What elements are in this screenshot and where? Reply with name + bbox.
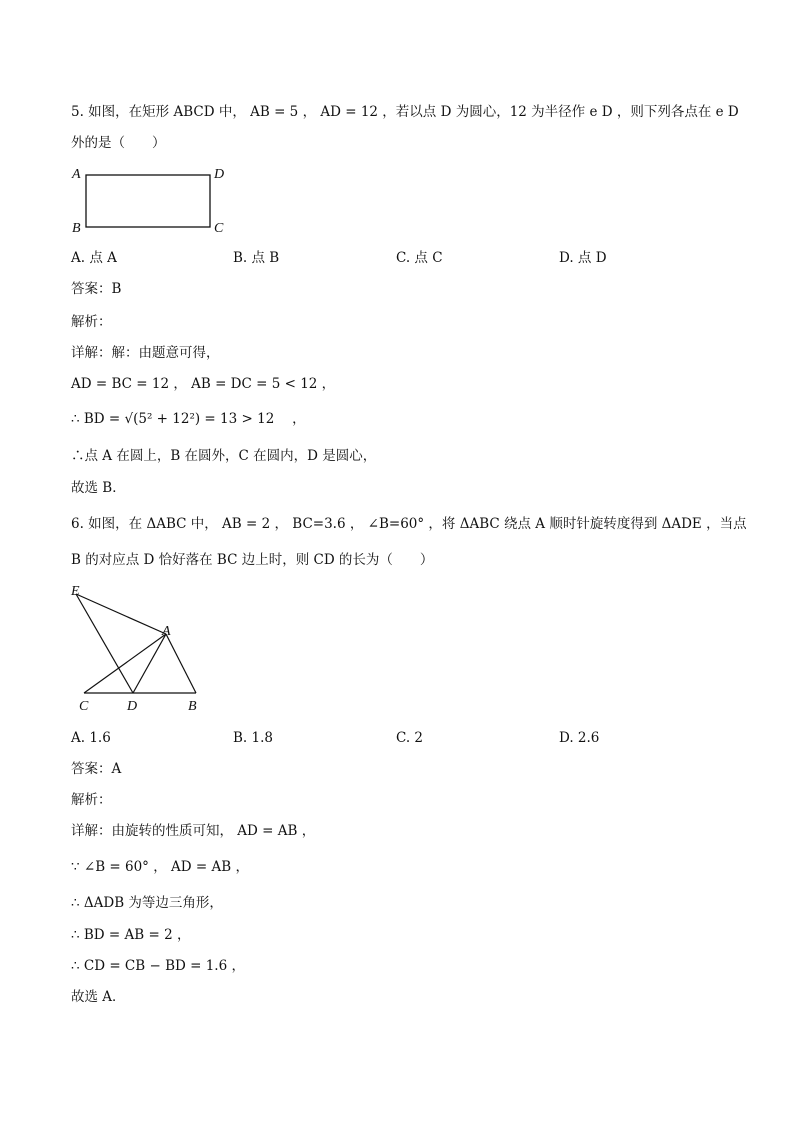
q6-analysis-title: 解析： [71,792,112,808]
label-e: E [71,584,80,599]
q6-option-b: B. 1.8 [233,730,273,746]
q5-analysis-line-1: 详解：解：由题意可得， [71,345,220,361]
label-a: A [72,167,81,182]
q6-answer: 答案：A [71,761,122,777]
q5-option-c: C. 点 C [396,250,443,266]
q6-analysis-line-3: ∴ ΔADB 为等边三角形， [71,895,223,911]
q6-option-c: C. 2 [396,730,424,746]
q5-stem-line1: 5. 如图，在矩形 ABCD 中， AB = 5 ， AD = 12 ，若以点 D 为圆心，12 为半径作 e D ，则下列各点在 e D [71,104,739,120]
q6-stem-line2: B 的对应点 D 恰好落在 BC 边上时，则 CD 的长为（ ） [71,552,434,568]
label-c: C [79,699,89,714]
q6-option-d: D. 2.6 [559,730,600,746]
q6-analysis-line-6: 故选 A． [71,989,126,1005]
q5-answer: 答案：B [71,281,122,297]
q6-stem-line1: 6. 如图，在 ΔABC 中， AB = 2 ， BC=3.6 ， ∠B=60° ，将 ΔABC 绕点 A 顺时针旋转度得到 ΔADE ，当点 [71,516,747,532]
q5-analysis-title: 解析： [71,314,112,330]
q5-analysis-line-2: AD = BC = 12 ， AB = DC = 5 < 12 ， [71,376,336,392]
q5-analysis-line-3: ∴ BD = √(5² + 12²) = 13 > 12 ， [71,411,306,427]
q6-analysis-line-1: 详解：由旋转的性质可知， AD = AB ， [71,823,316,839]
q6-option-a: A. 1.6 [71,730,111,746]
q5-option-a: A. 点 A [71,250,117,266]
label-d: D [127,699,138,714]
q5-analysis-line-4: ∴点 A 在圆上，B 在圆外，C 在圆内，D 是圆心， [71,448,377,464]
rectangle-abcd [86,175,210,227]
label-b: B [188,699,197,714]
q6-analysis-line-4: ∴ BD = AB = 2 ， [71,927,191,943]
q5-option-b: B. 点 B [233,250,280,266]
q5-analysis-line-5: 故选 B． [71,480,126,496]
q5-rectangle-figure [66,160,236,240]
segment-ac [84,634,166,693]
q5-stem-line2: 外的是（ ） [71,135,166,151]
label-d: D [214,167,225,182]
q5-option-d: D. 点 D [559,250,607,266]
label-a: A [162,624,171,639]
label-b: B [72,221,81,236]
segment-ad [133,634,166,693]
segment-ea [76,594,166,634]
q6-triangle-figure [66,578,216,718]
q6-analysis-line-5: ∴ CD = CB − BD = 1.6 ， [71,958,245,974]
q6-analysis-line-2: ∵ ∠B = 60° ， AD = AB ， [71,859,249,875]
label-c: C [214,221,224,236]
segment-ab [166,634,196,693]
